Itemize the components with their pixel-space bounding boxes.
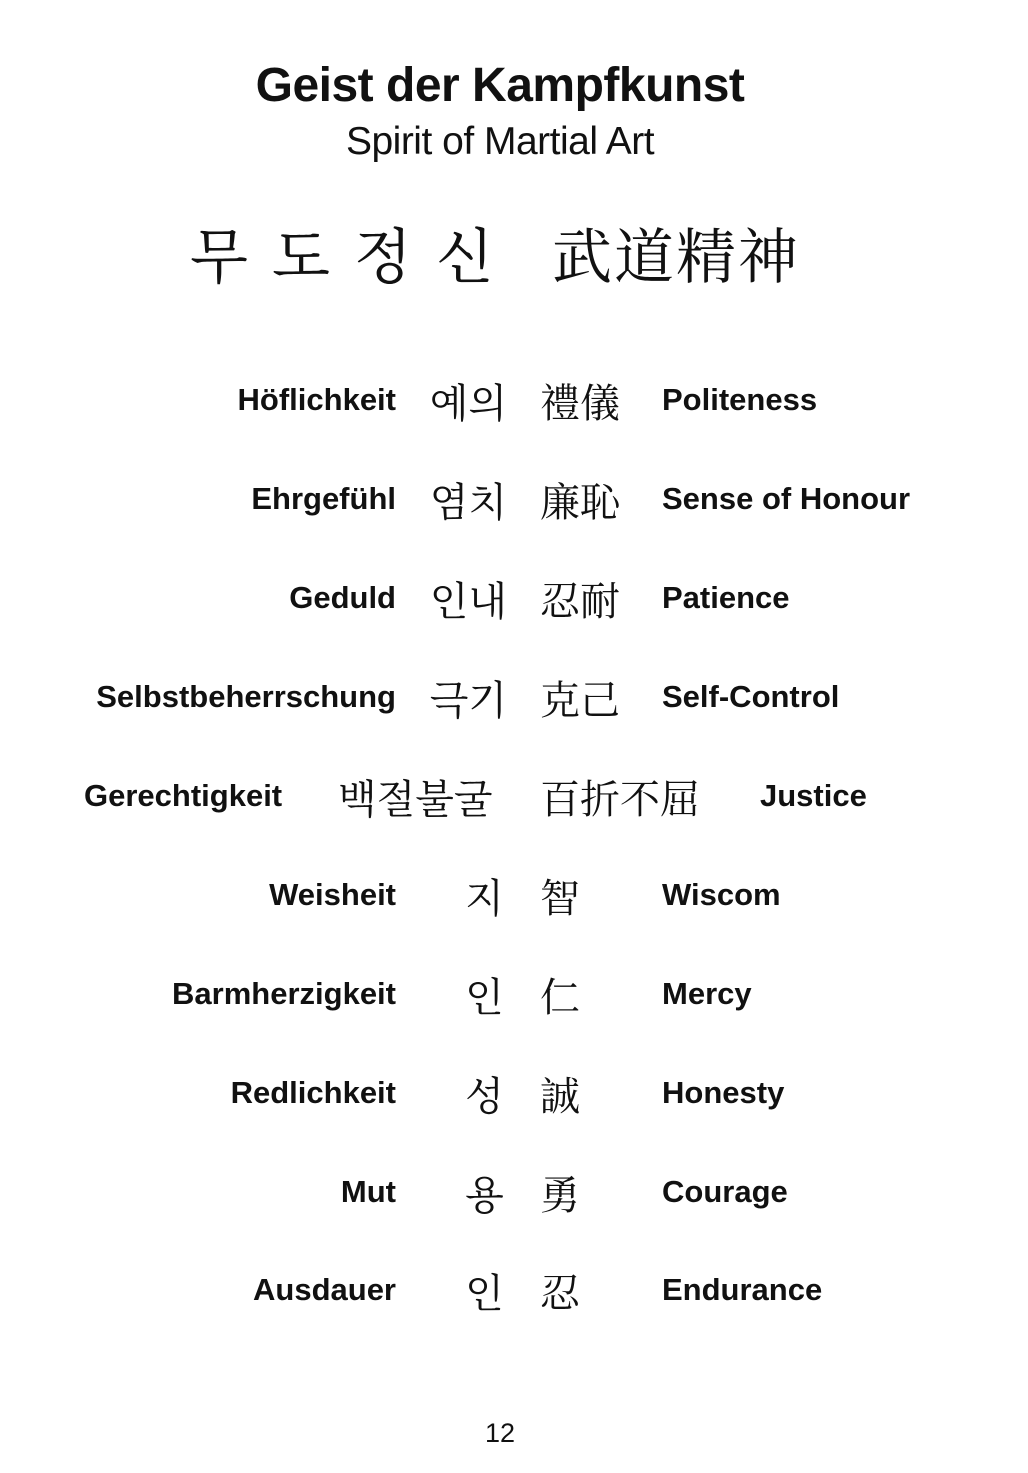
- virtue-row-honesty: [0, 1063, 1028, 1123]
- virtue-hanja: 忍: [540, 1271, 580, 1317]
- virtue-hangul: 예의: [429, 381, 507, 427]
- virtue-german: Mut: [340, 1174, 396, 1209]
- virtue-hanja: 克己: [540, 678, 620, 724]
- virtue-hangul: 용: [465, 1173, 504, 1219]
- virtue-german: Redlichkeit: [230, 1075, 396, 1110]
- title-hangul: 무도정신: [190, 223, 518, 293]
- virtue-row-courage: [0, 1162, 1028, 1222]
- virtue-row-politeness: [0, 370, 1028, 430]
- virtue-english: Honesty: [662, 1075, 785, 1110]
- virtue-german: Ausdauer: [253, 1272, 396, 1307]
- virtue-german: Höflichkeit: [237, 382, 396, 417]
- title-hanja: 武道精神: [552, 223, 800, 293]
- virtue-german: Ehrgefühl: [251, 481, 396, 516]
- virtue-hangul: 성: [465, 1074, 504, 1120]
- virtue-english: Justice: [760, 778, 867, 813]
- virtue-hangul: 극기: [429, 678, 507, 724]
- virtue-row-justice: [0, 766, 1028, 826]
- virtue-hangul: 지: [465, 876, 504, 922]
- virtue-row-mercy: [0, 964, 1028, 1024]
- virtue-hangul: 인: [465, 975, 504, 1021]
- virtue-hanja: 禮儀: [540, 381, 620, 427]
- virtue-row-endurance: [0, 1260, 1028, 1320]
- virtue-german: Barmherzigkeit: [172, 976, 396, 1011]
- virtue-german: Weisheit: [269, 877, 396, 912]
- virtue-hanja: 誠: [540, 1074, 580, 1120]
- virtue-hangul: 인: [465, 1271, 504, 1317]
- virtue-german: Selbstbeherrschung: [96, 679, 396, 714]
- virtue-english: Mercy: [662, 976, 752, 1011]
- virtue-english: Courage: [662, 1174, 788, 1209]
- page-title: Geist der Kampfkunst: [255, 59, 745, 112]
- virtue-english: Sense of Honour: [662, 481, 911, 516]
- page-number: 12: [484, 1418, 516, 1448]
- page-subtitle: Spirit of Martial Art: [345, 120, 655, 163]
- virtue-english: Patience: [662, 580, 790, 615]
- virtue-row-wisdom: [0, 865, 1028, 925]
- virtue-hanja: 廉恥: [540, 480, 620, 526]
- virtue-hanja: 仁: [540, 975, 580, 1021]
- virtue-english: Politeness: [662, 382, 818, 417]
- virtue-german: Geduld: [289, 580, 396, 615]
- virtue-row-self-control: [0, 667, 1028, 727]
- virtue-hangul: 염치: [429, 480, 507, 526]
- virtue-hanja: 忍耐: [540, 579, 620, 625]
- virtue-hangul: 인내: [429, 579, 507, 625]
- virtue-hanja: 百折不屈: [540, 777, 700, 823]
- virtue-german: Gerechtigkeit: [84, 778, 283, 813]
- virtue-hanja: 智: [540, 876, 580, 922]
- virtue-english: Wiscom: [662, 877, 781, 912]
- virtue-hangul: 백절불굴: [338, 777, 493, 823]
- virtue-english: Self-Control: [662, 679, 840, 714]
- virtue-english: Endurance: [662, 1272, 823, 1307]
- virtue-row-honour: [0, 469, 1028, 529]
- virtue-hanja: 勇: [540, 1173, 580, 1219]
- virtue-row-patience: [0, 568, 1028, 628]
